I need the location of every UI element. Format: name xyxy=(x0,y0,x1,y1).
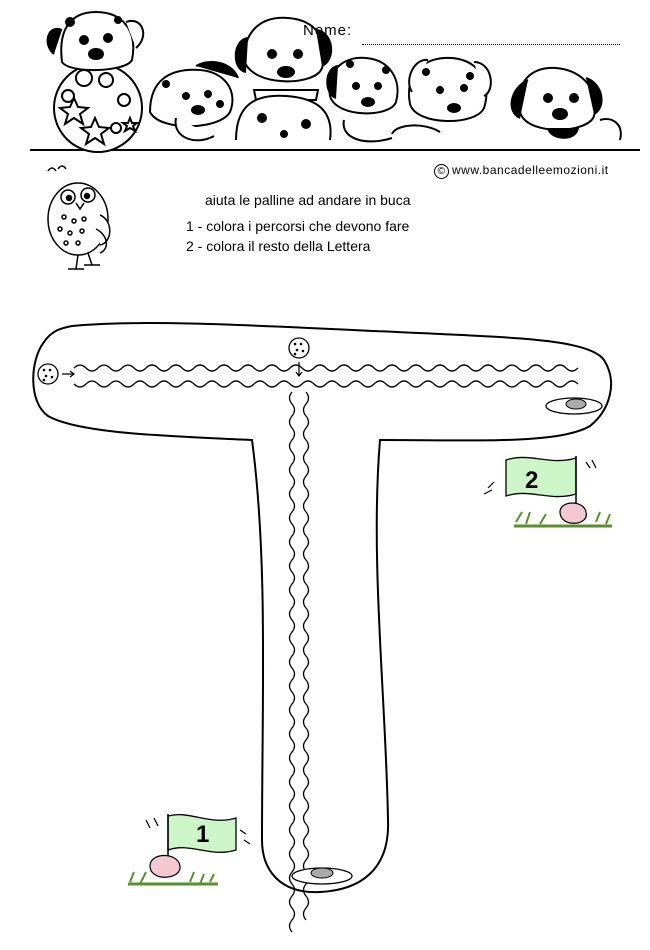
flag-2 xyxy=(484,456,612,526)
instruction-step-2: 2 - colora il resto della Lettera xyxy=(186,238,371,254)
letter-t-outline[interactable] xyxy=(33,323,611,892)
flag-2-label: 2 xyxy=(525,467,539,494)
owl-illustration xyxy=(38,165,126,283)
golf-hole-bottom xyxy=(292,868,352,884)
golf-ball-left xyxy=(38,364,58,384)
golf-ball-top xyxy=(289,338,309,358)
website-credit xyxy=(434,163,609,179)
instructions-title: aiuta le palline ad andare in buca xyxy=(205,192,411,208)
flag-1-label: 1 xyxy=(196,821,210,848)
name-label: Nome: xyxy=(303,22,353,39)
instruction-step-1: 1 - colora i percorsi che devono fare xyxy=(186,218,410,234)
golf-hole-right xyxy=(546,398,602,414)
copyright-icon: © xyxy=(434,164,449,179)
letter-t-maze xyxy=(0,290,650,950)
website-url: www.bancadelleemozioni.it xyxy=(452,163,609,177)
name-write-line[interactable] xyxy=(362,44,620,45)
flag-1 xyxy=(128,814,250,884)
